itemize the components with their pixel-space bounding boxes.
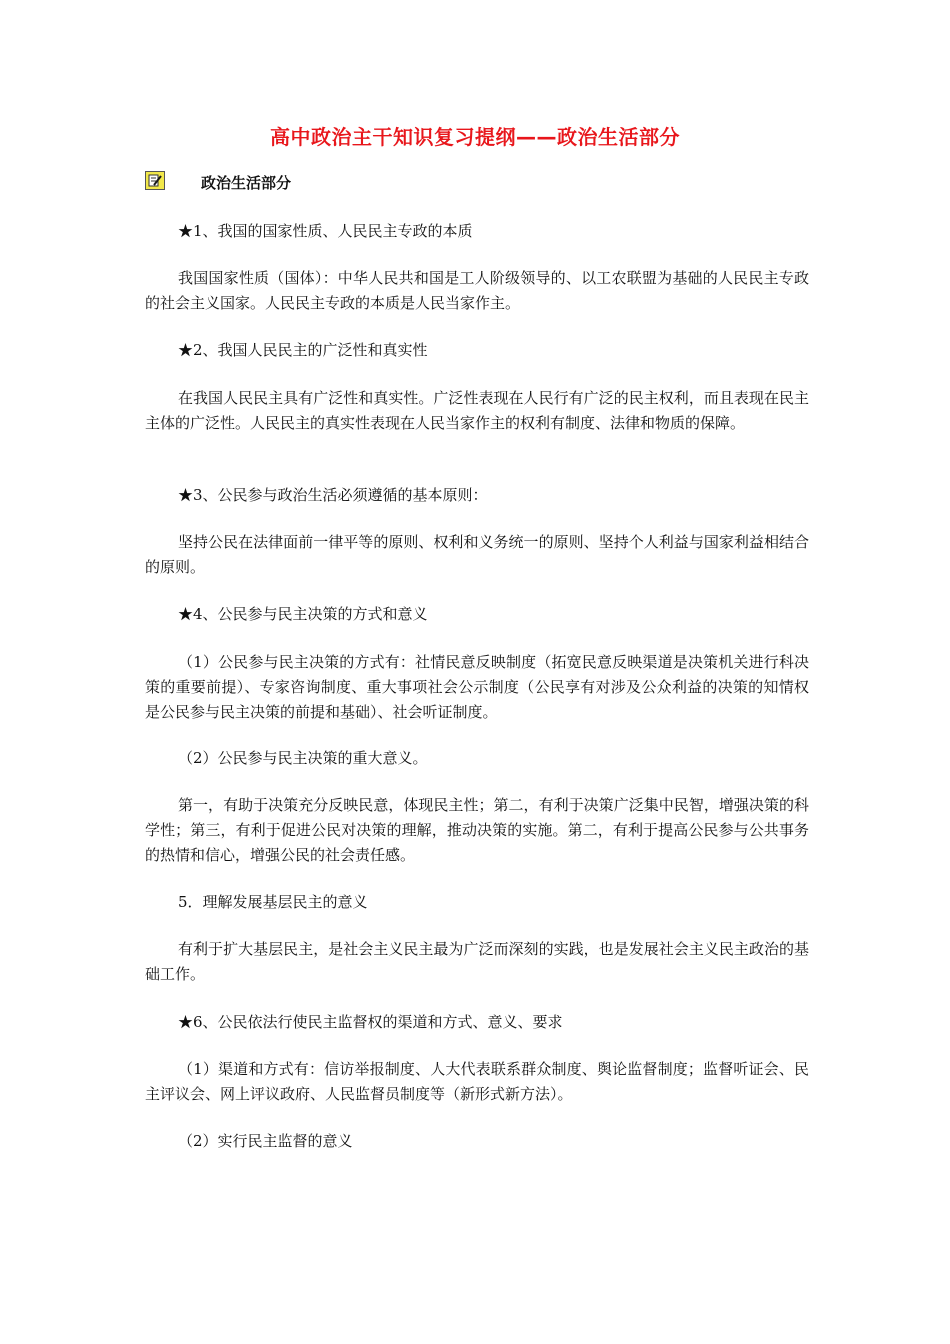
heading-3: ★3、公民参与政治生活必须遵循的基本原则：: [178, 486, 488, 504]
document-title: 高中政治主干知识复习提纲——政治生活部分: [270, 125, 680, 149]
section-header: [145, 170, 805, 196]
heading-2: ★2、我国人民民主的广泛性和真实性: [178, 341, 428, 359]
paragraph-3: 坚持公民在法律面前一律平等的原则、权利和义务统一的原则、坚持个人利益与国家利益相结合的原则。: [145, 533, 809, 576]
paragraph-2: 在我国人民民主具有广泛性和真实性。广泛性表现在人民行有广泛的民主权利，而且表现在民主主体的广泛性。人民民主的真实性表现在人民当家作主的权利有制度、法律和物质的保障。: [145, 389, 809, 432]
subheading-4-2: （2）公民参与民主决策的重大意义。: [178, 749, 428, 767]
heading-6: ★6、公民依法行使民主监督权的渠道和方式、意义、要求: [178, 1013, 563, 1031]
note-pencil-icon: [145, 171, 165, 190]
heading-4: ★4、公民参与民主决策的方式和意义: [178, 605, 428, 623]
paragraph-5: 有利于扩大基层民主，是社会主义民主最为广泛而深刻的实践，也是发展社会主义民主政治的基础工作。: [145, 940, 809, 983]
paragraph-4: （1）公民参与民主决策的方式有：社情民意反映制度（拓宽民意反映渠道是决策机关进行科决策的重要前提）、专家咨询制度、重大事项社会公示制度（公民享有对涉及公众利益的决策的知情权是公民参与民主决策的前提和基础）、社会听证制度。: [145, 653, 809, 721]
paragraph-1: 我国国家性质（国体）：中华人民共和国是工人阶级领导的、以工农联盟为基础的人民民主专政的社会主义国家。人民民主专政的本质是人民当家作主。: [145, 269, 809, 312]
section-label: 政治生活部分: [201, 174, 292, 192]
paragraph-6: （1）渠道和方式有：信访举报制度、人大代表联系群众制度、舆论监督制度；监督听证会、民主评议会、网上评议政府、人民监督员制度等（新形式新方法）。: [145, 1060, 809, 1103]
paragraph-4-2: 第一，有助于决策充分反映民意，体现民主性；第二，有利于决策广泛集中民智，增强决策的科学性；第三，有利于促进公民对决策的理解，推动决策的实施。第二，有利于提高公民参与公共事务的热情和信心，增强公民的社会责任感。: [145, 796, 809, 864]
heading-5: 5．理解发展基层民主的意义: [178, 893, 368, 911]
heading-1: ★1、我国的国家性质、人民民主专政的本质: [178, 222, 473, 240]
subheading-6-2: （2）实行民主监督的意义: [178, 1132, 353, 1150]
